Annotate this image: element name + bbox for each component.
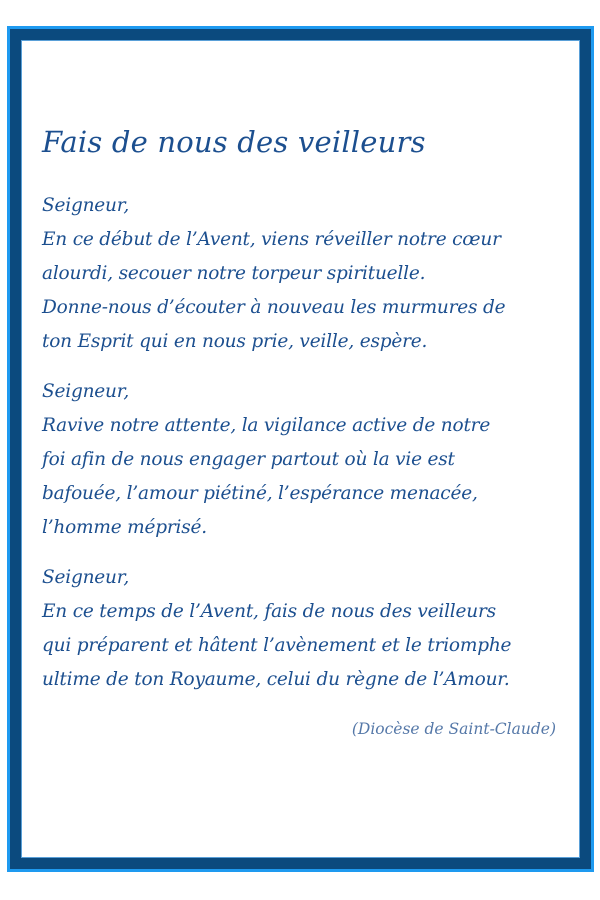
prayer-line: bafouée, l’amour piétiné, l’espérance menacée, [42, 483, 478, 504]
stanza [42, 189, 572, 359]
prayer-line: Ravive notre attente, la vigilance active de notre [42, 415, 491, 436]
prayer-line: foi afin de nous engager partout où la vie est [42, 449, 455, 470]
prayer-line: Seigneur, [42, 381, 130, 402]
attribution: (Diocèse de Saint-Claude) [351, 720, 556, 738]
prayer-line: qui préparent et hâtent l’avènement et le triomphe [42, 635, 512, 656]
stanza [42, 375, 572, 545]
stanza [42, 561, 572, 697]
prayer-line: Seigneur, [42, 567, 130, 588]
prayer-line: En ce temps de l’Avent, fais de nous des veilleurs [42, 601, 496, 622]
prayer [42, 125, 572, 713]
prayer-line: En ce début de l’Avent, viens réveiller notre cœur [42, 229, 501, 250]
prayer-line: ultime de ton Royaume, celui du règne de l’Amour. [42, 669, 510, 690]
prayer-title: Fais de nous des veilleurs [42, 125, 426, 159]
prayer-line: alourdi, secouer notre torpeur spirituelle. [42, 263, 426, 284]
prayer-line: Donne-nous d’écouter à nouveau les murmures de [42, 297, 506, 318]
prayer-line: ton Esprit qui en nous prie, veille, espère. [42, 331, 428, 352]
stanzas [42, 189, 572, 697]
prayer-line: Seigneur, [42, 195, 130, 216]
prayer-line: l’homme méprisé. [42, 517, 207, 538]
